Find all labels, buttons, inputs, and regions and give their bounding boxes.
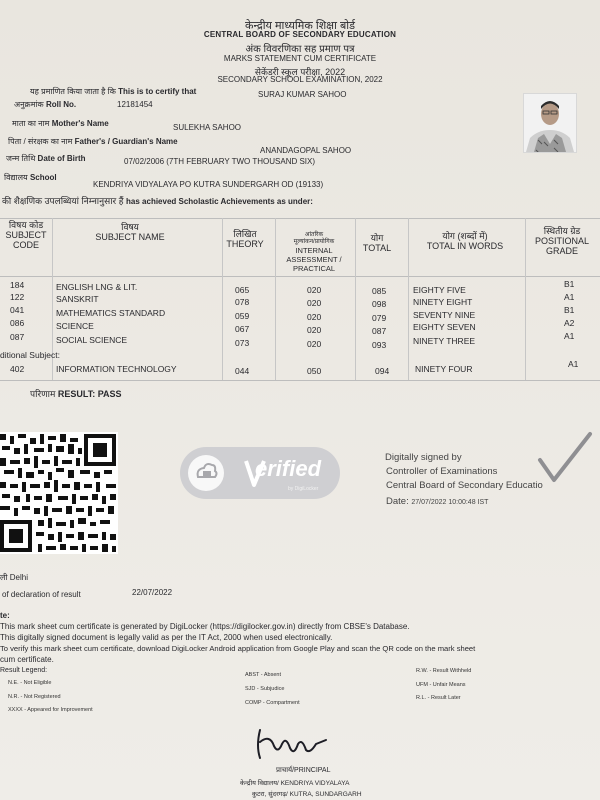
mother-name: SULEKHA SAHOO xyxy=(173,123,242,132)
signature-date: Date: 27/07/2022 10:00:48 IST xyxy=(386,496,489,507)
school-name: KENDRIYA VIDYALAYA PO KUTRA SUNDERGARH OD (19133) xyxy=(93,180,324,189)
row-total: 094 xyxy=(375,366,390,376)
row-subject: SANSKRIT xyxy=(56,294,99,304)
principal-school-place: कुटरा, सुंदरगढ़/ KUTRA, SUNDARGARH xyxy=(252,791,362,798)
row-subject: SCIENCE xyxy=(56,321,94,331)
row-theory: 044 xyxy=(235,366,250,376)
qr-code[interactable] xyxy=(0,432,118,554)
row-ia: 020 xyxy=(307,285,322,295)
col-divider xyxy=(222,218,223,380)
th-total-words: योग (शब्दों में) TOTAL IN WORDS xyxy=(426,231,504,251)
principal-signature xyxy=(250,724,330,769)
doc-title: MARKS STATEMENT CUM CERTIFICATE xyxy=(223,54,377,63)
mother-label: माता का नाम Mother's Name xyxy=(12,119,109,128)
roll-number: 12181454 xyxy=(117,100,153,109)
row-ia: 020 xyxy=(307,339,322,349)
exam-title: SECONDARY SCHOOL EXAMINATION, 2022 xyxy=(217,75,383,84)
row-total: 085 xyxy=(372,286,387,296)
row-subject: ENGLISH LNG & LIT. xyxy=(56,282,138,292)
row-total: 093 xyxy=(372,340,387,350)
legend-item: R.L. - Result Later xyxy=(416,695,461,701)
row-grade: B1 xyxy=(564,305,575,315)
verified-label: erified xyxy=(255,456,322,481)
table-row: 086 xyxy=(10,318,25,328)
legend-item: XXXX - Appeared for Improvement xyxy=(8,707,93,713)
signer-title: Controller of Examinations xyxy=(386,466,498,477)
row-subject: INFORMATION TECHNOLOGY xyxy=(56,364,177,374)
th-internal-assessment: आंतरिक मूल्यांकन/प्रायोगिक INTERNAL ASSESSMENT / PRACTICAL xyxy=(286,232,342,273)
checkmark-icon xyxy=(536,430,594,493)
father-name: ANANDAGOPAL SAHOO xyxy=(260,146,352,155)
row-grade: B1 xyxy=(564,279,575,289)
dob-value: 07/02/2006 (7TH FEBRUARY TWO THOUSAND SIX) xyxy=(124,157,316,166)
table-top-line xyxy=(0,218,600,219)
row-words: NINETY FOUR xyxy=(415,364,473,374)
achievement-line: की शैक्षणिक उपलब्धियां निम्नानुसार हैं has achieved Scholastic Achievements as under: xyxy=(2,196,313,206)
school-label: विद्यालय School xyxy=(4,173,57,182)
row-grade: A2 xyxy=(564,318,575,328)
table-row: 122 xyxy=(10,292,25,302)
col-divider xyxy=(408,218,409,380)
row-ia: 020 xyxy=(307,298,322,308)
father-label: पिता / संरक्षक का नाम Father's / Guardian's Name xyxy=(8,137,178,146)
table-row: 402 xyxy=(10,364,25,374)
place: ली Delhi xyxy=(0,573,28,582)
doc-title-hindi: अंक विवरणिका सह प्रमाण पत्र xyxy=(245,44,355,55)
principal-school: केन्द्रीय विद्यालय/ KENDRIYA VIDYALAYA xyxy=(240,780,350,787)
row-subject: SOCIAL SCIENCE xyxy=(56,335,128,345)
legend-item: UFM - Unfair Means xyxy=(416,682,466,688)
row-words: EIGHTY FIVE xyxy=(413,285,466,295)
th-theory: लिखित THEORY xyxy=(226,229,264,249)
dob-label: जन्म तिथि Date of Birth xyxy=(6,154,86,163)
row-subject: MATHEMATICS STANDARD xyxy=(56,308,166,318)
row-theory: 078 xyxy=(235,297,250,307)
row-theory: 067 xyxy=(235,324,250,334)
table-row: 184 xyxy=(10,280,25,290)
row-total: 079 xyxy=(372,313,387,323)
legend-item: N.R. - Not Registered xyxy=(8,694,61,700)
exam-title-hindi: सेकेंडरी स्कूल परीक्षा, 2022 xyxy=(254,67,346,77)
th-total: योग TOTAL xyxy=(362,233,392,253)
note-line: This mark sheet cum certificate is generated by DigiLocker (https://digilocker.gov.in) directly from CBSE's Database. xyxy=(0,622,410,631)
result-line: परिणाम RESULT: PASS xyxy=(30,389,122,399)
row-grade: A1 xyxy=(564,331,575,341)
roll-label: अनुक्रमांक Roll No. xyxy=(14,100,77,109)
candidate-name: SURAJ KUMAR SAHOO xyxy=(258,90,347,99)
row-ia: 020 xyxy=(307,325,322,335)
board-title: CENTRAL BOARD OF SECONDARY EDUCATION xyxy=(203,30,397,39)
legend-item: COMP - Compartment xyxy=(245,700,300,706)
row-ia: 020 xyxy=(307,312,322,322)
th-subject-name: विषय SUBJECT NAME xyxy=(95,222,165,242)
signer-org: Central Board of Secondary Educatio xyxy=(386,480,543,491)
row-words: NINETY EIGHT xyxy=(413,297,473,307)
row-words: SEVENTY NINE xyxy=(413,310,476,320)
verified-by-label: by DigiLocker xyxy=(288,486,319,492)
legend-item: ABST - Absent xyxy=(245,672,281,678)
table-row: 087 xyxy=(10,332,25,342)
th-grade: स्थितीय ग्रेड POSITIONAL GRADE xyxy=(534,226,589,256)
notes-heading: te: xyxy=(0,611,10,620)
row-ia: 050 xyxy=(307,366,322,376)
row-grade: A1 xyxy=(568,359,579,369)
th-code: विषय कोड SUBJECT CODE xyxy=(5,220,47,250)
row-total: 098 xyxy=(372,299,387,309)
certify-line: यह प्रमाणित किया जाता है कि This is to certify that xyxy=(30,87,197,96)
table-row: 041 xyxy=(10,305,25,315)
legend-item: SJD - Subjudice xyxy=(245,686,285,692)
row-words: EIGHTY SEVEN xyxy=(413,322,476,332)
col-divider xyxy=(275,218,276,380)
declaration-label: of declaration of result xyxy=(2,590,81,599)
col-divider xyxy=(525,218,526,380)
legend-item: R.W. - Result Withheld xyxy=(416,668,472,674)
row-theory: 073 xyxy=(235,338,250,348)
row-words: NINETY THREE xyxy=(413,336,476,346)
legend-item: N.E. - Not Eligible xyxy=(8,680,52,686)
note-line: To verify this mark sheet cum certificate, download DigiLocker Android application from Google Play and scan the QR code on the mark sheet xyxy=(0,644,476,653)
table-bottom-line xyxy=(0,380,600,381)
legend-title: Result Legend: xyxy=(0,667,48,674)
principal-title: प्राचार्य/PRINCIPAL xyxy=(276,767,331,774)
row-total: 087 xyxy=(372,326,387,336)
note-line: This digitally signed document is legally valid as per the IT Act, 2000 when used electronically. xyxy=(0,633,333,642)
candidate-photo xyxy=(523,93,577,153)
signed-by-line: Digitally signed by xyxy=(385,452,462,463)
board-title-hindi: केन्द्रीय माध्यमिक शिक्षा बोर्ड xyxy=(245,20,355,32)
declaration-date: 22/07/2022 xyxy=(132,588,173,597)
row-grade: A1 xyxy=(564,292,575,302)
row-theory: 065 xyxy=(235,285,250,295)
row-theory: 059 xyxy=(235,311,250,321)
table-header-line xyxy=(0,276,600,277)
note-line: cum certificate. xyxy=(0,655,54,664)
additional-subject-label: ditional Subject: xyxy=(0,350,61,360)
col-divider xyxy=(355,218,356,380)
